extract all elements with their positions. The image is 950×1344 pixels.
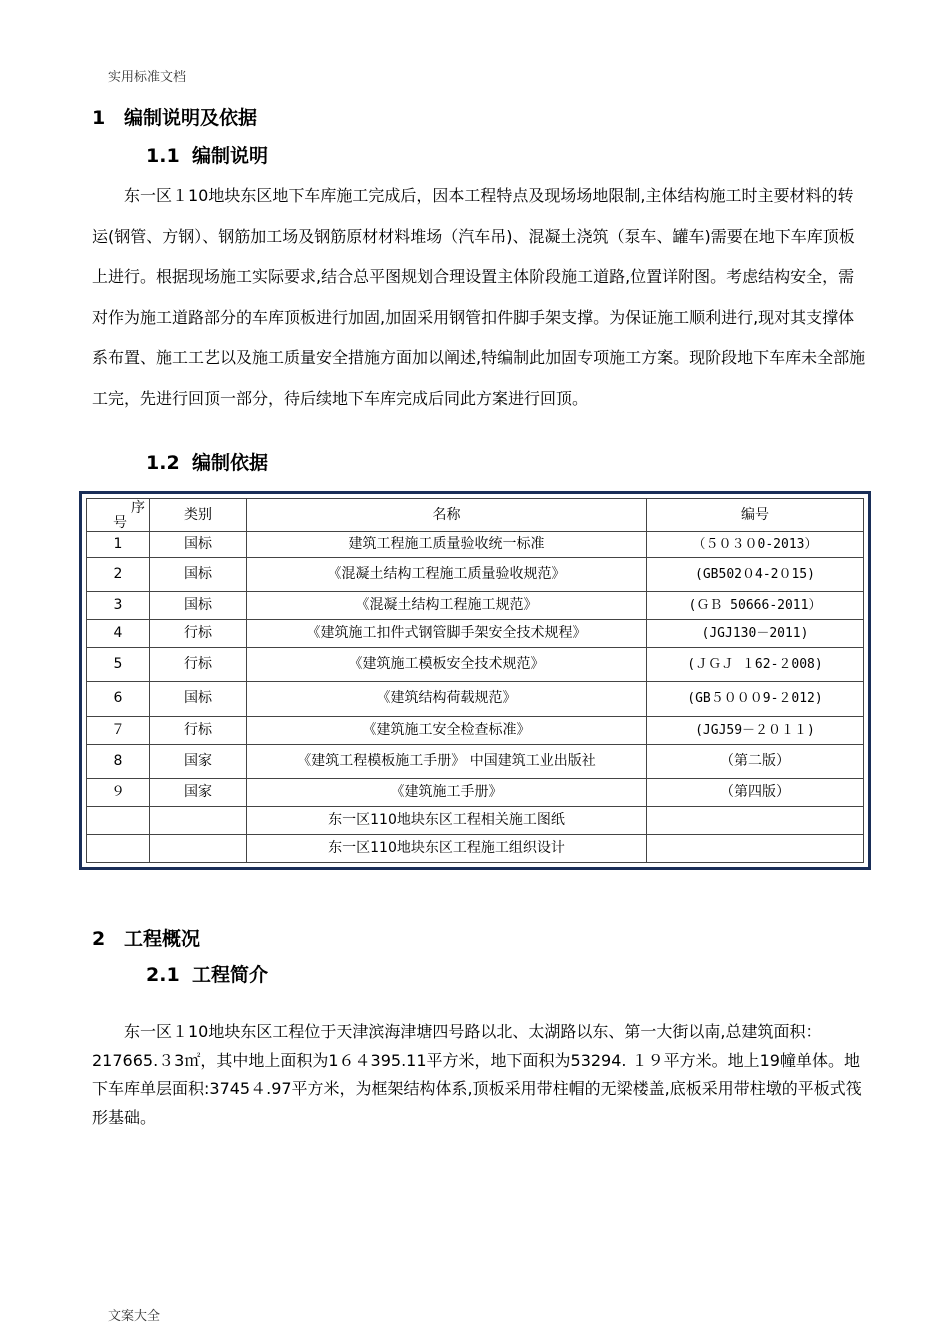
cell-name: 《混凝土结构工程施工规范》 bbox=[247, 592, 647, 620]
cell-seq: 6 bbox=[87, 682, 150, 716]
cell-name: 《建筑结构荷载规范》 bbox=[247, 682, 647, 716]
cell-code: (JGJ59－２０１１) bbox=[647, 716, 864, 744]
cell-type: 国家 bbox=[150, 744, 247, 778]
cell-seq: 5 bbox=[87, 648, 150, 682]
section-number: 1 bbox=[92, 107, 106, 129]
header-seq-a: 序 bbox=[131, 500, 145, 517]
cell-name: 东一区110地块东区工程施工组织设计 bbox=[247, 834, 647, 862]
cell-seq: 1 bbox=[87, 532, 150, 558]
section-1-1-body: 东一区１10地块东区地下车库施工完成后，因本工程特点及现场场地限制,主体结构施工时主要材料的转运(钢管、方钢）、钢筋加工场及钢筋原材材料堆场（汽车吊)、混凝土浇筑（泵车、罐车)需要在地下车库顶板上进行。根据现场施工实际要求,结合总平图规划合理设置主体阶段施工道路,位置详附图。考虑结构安全，需对作为施工道路部分的车库顶板进行加固,加固采用钢管扣件脚手架支撑。为保证施工顺利进行,现对其支撑体系布置、施工工艺以及施工质量安全措施方面加以阐述,特编制此加固专项施工方案。现阶段地下车库未全部施工完，先进行回顶一部分，待后续地下车库完成后同此方案进行回顶。 bbox=[92, 186, 866, 408]
cell-code: (JGJ130－2011) bbox=[647, 620, 864, 648]
table-row bbox=[87, 592, 864, 620]
cell-type: 国家 bbox=[150, 778, 247, 806]
section-title: 编制依据 bbox=[192, 452, 269, 474]
cell-name: 《建筑施工模板安全技术规范》 bbox=[247, 648, 647, 682]
table-row bbox=[87, 834, 864, 862]
cell-type: 行标 bbox=[150, 716, 247, 744]
table-row bbox=[87, 806, 864, 834]
cell-type: 国标 bbox=[150, 682, 247, 716]
cell-seq bbox=[87, 834, 150, 862]
table-row bbox=[87, 620, 864, 648]
cell-name: 东一区110地块东区工程相关施工图纸 bbox=[247, 806, 647, 834]
header-seq bbox=[87, 499, 150, 532]
section-2-1-body: 东一区１10地块东区工程位于天津滨海津塘四号路以北、太湖路以东、第一大街以南,总建筑面积：217665.３3㎡，其中地上面积为1６４395.11平方米，地下面积为53294. １９平方米。地上19幢单体。地下车库单层面积:3745４.97平方米，为框架结构体系,顶板采用带柱帽的无梁楼盖,底板采用带柱墩的平板式筏形基础。 bbox=[92, 1022, 862, 1127]
cell-code: (GB502０4-2０15) bbox=[647, 558, 864, 592]
cell-code bbox=[647, 834, 864, 862]
header-name: 名称 bbox=[247, 499, 647, 532]
section-2-1-heading bbox=[146, 960, 268, 987]
basis-table bbox=[79, 491, 871, 870]
cell-name: 《建筑施工扣件式钢管脚手架安全技术规程》 bbox=[247, 620, 647, 648]
cell-seq: 4 bbox=[87, 620, 150, 648]
cell-type: 国标 bbox=[150, 592, 247, 620]
table-row bbox=[87, 558, 864, 592]
section-title: 工程简介 bbox=[192, 964, 269, 986]
header-seq-b: 号 bbox=[113, 515, 127, 532]
cell-type: 国标 bbox=[150, 558, 247, 592]
table-row bbox=[87, 716, 864, 744]
cell-name: 《混凝土结构工程施工质量验收规范》 bbox=[247, 558, 647, 592]
cell-seq: 2 bbox=[87, 558, 150, 592]
cell-type bbox=[150, 806, 247, 834]
section-title: 工程概况 bbox=[124, 928, 201, 950]
section-1-2-heading bbox=[146, 448, 268, 475]
cell-name: 《建筑工程模板施工手册》 中国建筑工业出版社 bbox=[247, 744, 647, 778]
cell-seq: 3 bbox=[87, 592, 150, 620]
section-number: 2.1 bbox=[146, 964, 180, 986]
header-type: 类别 bbox=[150, 499, 247, 532]
page-footer: 文案大全 bbox=[108, 1309, 161, 1324]
cell-code: （第四版） bbox=[647, 778, 864, 806]
cell-seq bbox=[87, 806, 150, 834]
section-title: 编制说明 bbox=[192, 145, 269, 167]
cell-type: 行标 bbox=[150, 620, 247, 648]
section-number: 1.2 bbox=[146, 452, 180, 474]
section-title: 编制说明及依据 bbox=[124, 107, 258, 129]
cell-code: (ＪＧＪ １62-２008) bbox=[647, 648, 864, 682]
cell-name: 《建筑施工安全检查标准》 bbox=[247, 716, 647, 744]
table-header-row bbox=[87, 499, 864, 532]
table-row bbox=[87, 682, 864, 716]
cell-name: 建筑工程施工质量验收统一标准 bbox=[247, 532, 647, 558]
table-row bbox=[87, 744, 864, 778]
table-row bbox=[87, 532, 864, 558]
cell-code: (ＧＢ 50666-2011） bbox=[647, 592, 864, 620]
cell-type: 行标 bbox=[150, 648, 247, 682]
cell-type: 国标 bbox=[150, 532, 247, 558]
cell-code: (GB５０００9-２012) bbox=[647, 682, 864, 716]
cell-seq: ７ bbox=[87, 716, 150, 744]
header-code: 编号 bbox=[647, 499, 864, 532]
section-number: 1.1 bbox=[146, 145, 180, 167]
table-row bbox=[87, 648, 864, 682]
cell-name: 《建筑施工手册》 bbox=[247, 778, 647, 806]
section-2-heading bbox=[92, 924, 200, 951]
cell-code: （第二版） bbox=[647, 744, 864, 778]
section-number: 2 bbox=[92, 928, 106, 950]
section-1-1-heading bbox=[146, 141, 268, 168]
cell-type bbox=[150, 834, 247, 862]
page-header: 实用标准文档 bbox=[108, 70, 187, 85]
table-row bbox=[87, 778, 864, 806]
cell-seq: ９ bbox=[87, 778, 150, 806]
cell-seq: 8 bbox=[87, 744, 150, 778]
cell-code: （５０３０0-2013） bbox=[647, 532, 864, 558]
cell-code bbox=[647, 806, 864, 834]
section-1-heading bbox=[92, 103, 257, 130]
